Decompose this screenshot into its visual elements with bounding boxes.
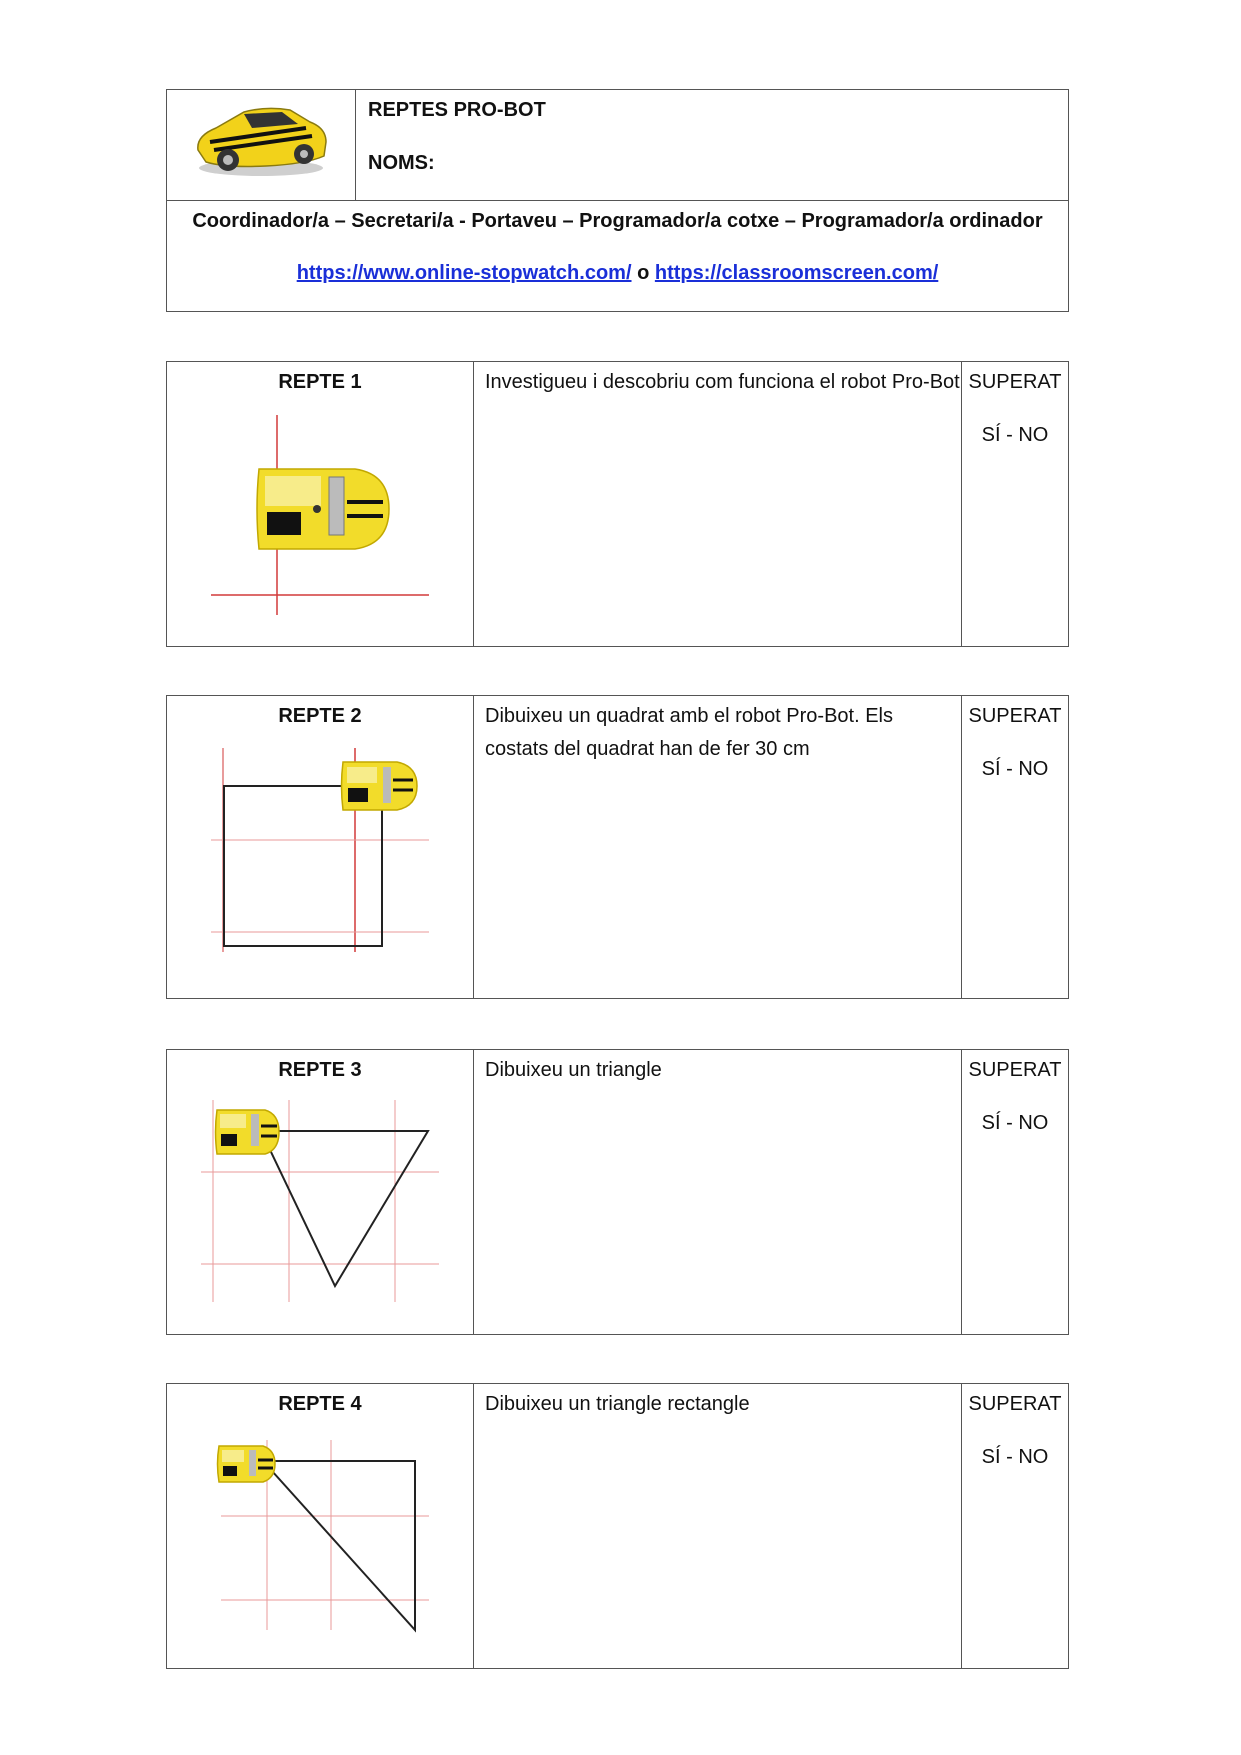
yellow-sports-car-icon [186,98,336,188]
challenge-1-status-label: SUPERAT [968,371,1062,393]
roles-text: Coordinador/a – Secretari/a - Portaveu – Programador/a cotxe – Programador/a ordinador [192,210,1043,232]
challenge-1-status-cell [962,362,1069,647]
names-label: NOMS: [368,152,435,174]
pro-bot-robot-icon [257,469,389,549]
challenge-3-description: Dibuixeu un triangle [485,1059,662,1081]
challenge-table-3 [166,1049,1069,1335]
title-cell [356,90,1069,201]
challenge-4-status-cell [962,1384,1069,1669]
pro-bot-robot-icon [218,1446,276,1482]
challenge-3-status-label: SUPERAT [968,1059,1062,1081]
challenge-1-diagram [167,362,473,642]
challenge-4-description: Dibuixeu un triangle rectangle [485,1393,750,1415]
challenge-2-description: Dibuixeu un quadrat amb el robot Pro-Bot. Els costats del quadrat han de fer 30 cm [485,705,893,760]
roles-cell [167,201,1069,312]
challenge-3-heading: REPTE 3 [278,1059,362,1081]
challenge-2-description-cell [474,696,962,999]
challenge-2-diagram [167,696,473,994]
challenge-3-status-cell [962,1050,1069,1335]
link-separator: o [637,262,650,284]
challenge-4-status-label: SUPERAT [968,1393,1062,1415]
classroomscreen-link[interactable]: https://classroomscreen.com/ [654,262,939,284]
challenge-4-status-options: SÍ - NO [981,1446,1049,1468]
challenge-2-status-options: SÍ - NO [981,758,1049,780]
challenge-table-1 [166,361,1069,647]
links-line [167,259,1068,287]
challenge-table-4 [166,1383,1069,1669]
challenge-4-description-cell [474,1384,962,1669]
challenge-1-image-cell [167,362,474,647]
challenge-1-description: Investigueu i descobriu com funciona el robot Pro-Bot [485,371,960,393]
pro-bot-robot-icon [342,762,418,810]
page-title: REPTES PRO-BOT [368,99,546,121]
challenge-3-image-cell [167,1050,474,1335]
challenge-1-description-cell [474,362,962,647]
challenge-4-diagram [167,1384,473,1664]
challenge-4-image-cell [167,1384,474,1669]
challenge-3-description-cell [474,1050,962,1335]
challenge-3-status-options: SÍ - NO [981,1112,1049,1134]
challenge-1-heading: REPTE 1 [278,371,362,393]
challenge-3-diagram [167,1050,473,1330]
challenge-2-image-cell [167,696,474,999]
challenge-1-status-options: SÍ - NO [981,424,1049,446]
challenge-2-heading: REPTE 2 [278,705,362,727]
challenge-2-status-label: SUPERAT [968,705,1062,727]
pro-bot-robot-icon [216,1110,280,1154]
challenge-table-2 [166,695,1069,999]
challenge-4-heading: REPTE 4 [278,1393,362,1415]
online-stopwatch-link[interactable]: https://www.online-stopwatch.com/ [296,262,632,284]
header-table [166,89,1069,312]
logo-cell [167,90,356,201]
challenge-2-status-cell [962,696,1069,999]
